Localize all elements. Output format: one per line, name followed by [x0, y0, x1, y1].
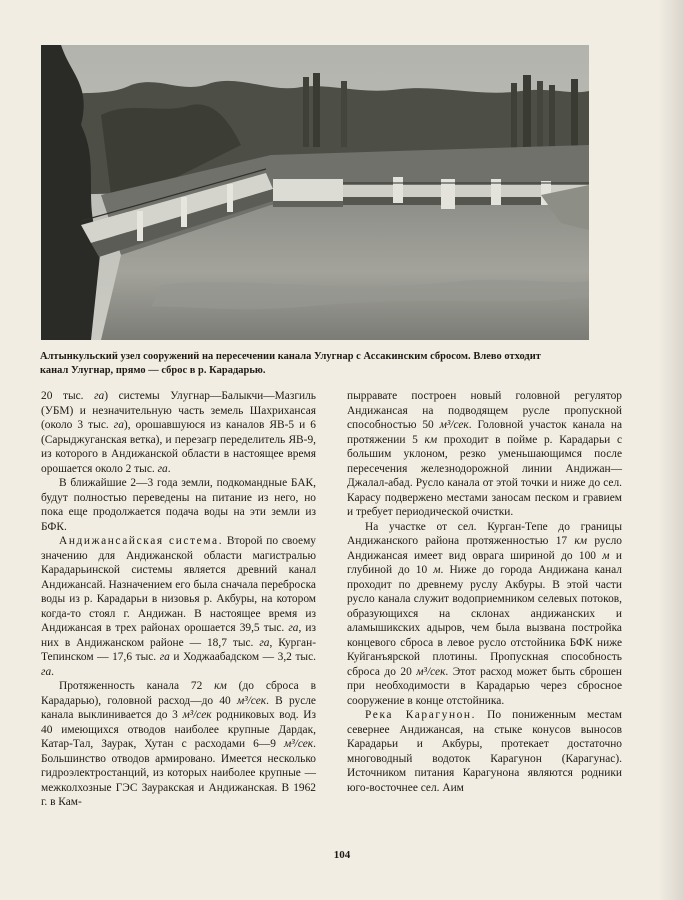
caption-line-1: Алтынкульский узел сооружений на пересечении канала Улугнар с Ассакинским сбросом. Влево отходит	[40, 351, 541, 362]
left-column-paragraph-4: Протяженность канала 72 км (до сброса в Карадарью), головной расход—до 40 м³/сек. В русле канала выклинивается до 3 м³/сек родниковых вод. Из 40 имеющихся отводов наиболее крупные Дардак, Катар-Тал, Заурак, Хутан с расходами 6—9 м³/сек. Большинство отводов армировано. Имеется несколько гидроэлектростанций, из которых наиболее крупные — межколхозные ГЭС Зауракская и Андижанская. В 1962 г. в Кам-	[41, 680, 316, 808]
page-number: 104	[333, 849, 351, 861]
right-column-paragraph-1: пырравате построен новый головной регулятор Андижансая на подводящем русле пропускной способностью 50 м³/сек. Головной участок канала на протяжении 5 км проходит в пойме р. Карадарьи с большим уклоном, резко уменьшающимся после пересечения железнодорожной линии Андижан—Джалал-абад. Русло канала от этой точки и ниже до сел. Карасу подвержено местами заносам песком и гравием и требует периодической очистки.	[347, 390, 623, 518]
left-column-paragraph-1: 20 тыс. га) системы Улугнар—Балыкчи—Мазгиль (УБМ) и незначительную часть земель Шахрихансая (около 3 тыс. га), орошавшуюся из каналов ЯВ-5 и 6 (Сарыджуганская ветка), и перезагр переделитель ЯВ-9, из которого в Андижанской области в настоящее время орошается около 2 тыс. га.	[41, 390, 316, 475]
caption-line-2: канал Улугнар, прямо — сброс в р. Карадарью.	[40, 365, 266, 376]
right-column-paragraph-2: На участке от сел. Курган-Тепе до границы Андижанского района протяженностью 17 км русло Андижансая имеет вид оврага шириной до 100 м и глубиной до 10 м. Ниже до города Андижана канал проходит по древнему руслу Акбуры. В этой части русло канала служит водоприемником селевых потоков, образующихся на склонах андижанских и аламышикских адыров, чем была вызвана постройка концевого сброса в левое русло отстойника БФК ниже Куйганъярской плотины. Пропускная способность сброса до 20 м³/сек. Этот расход может быть сброшен при необходимости в Карадарью через сбросное сооружение в конце отстойника.	[347, 520, 622, 707]
left-column-paragraph-2: В ближайшие 2—3 года земли, подкомандные БАК, будут полностью переведены на питание из него, но пока еще продолжается подача воды на эти земли из БФК.	[41, 477, 316, 533]
photo-caption	[40, 350, 600, 378]
text-column-right	[347, 389, 622, 795]
photo-scene-illustration	[41, 45, 589, 340]
photograph	[41, 45, 589, 340]
left-column-paragraph-3: Андижансайская система. Второй по своему значению для Андижанской области магистралью Карадарьинской системы является древний канал Андижансай. Назначением его была сначала переброска воды из р. Карадарьи в низовья р. Акбуры, на котором когда-то стоял г. Андижан. В настоящее время из Андижансая в трех районах орошается 39,5 тыс. га, из них в Андижанском районе — 18,7 тыс. га, Курган-Тепинском — 17,6 тыс. га и Ходжаабадском — 3,2 тыс. га.	[41, 535, 316, 678]
page-edge-shadow	[658, 0, 684, 900]
right-column-paragraph-3: Река Карагунон. По пониженным местам севернее Андижансая, на стыке конусов выносов Карадарьи и Акбуры, протекает достаточно многоводный водоток Карагунон (Карагунас). Источником питания Карагунона являются родники юго-восточнее сел. Аим	[347, 709, 622, 794]
text-column-left	[41, 389, 316, 810]
